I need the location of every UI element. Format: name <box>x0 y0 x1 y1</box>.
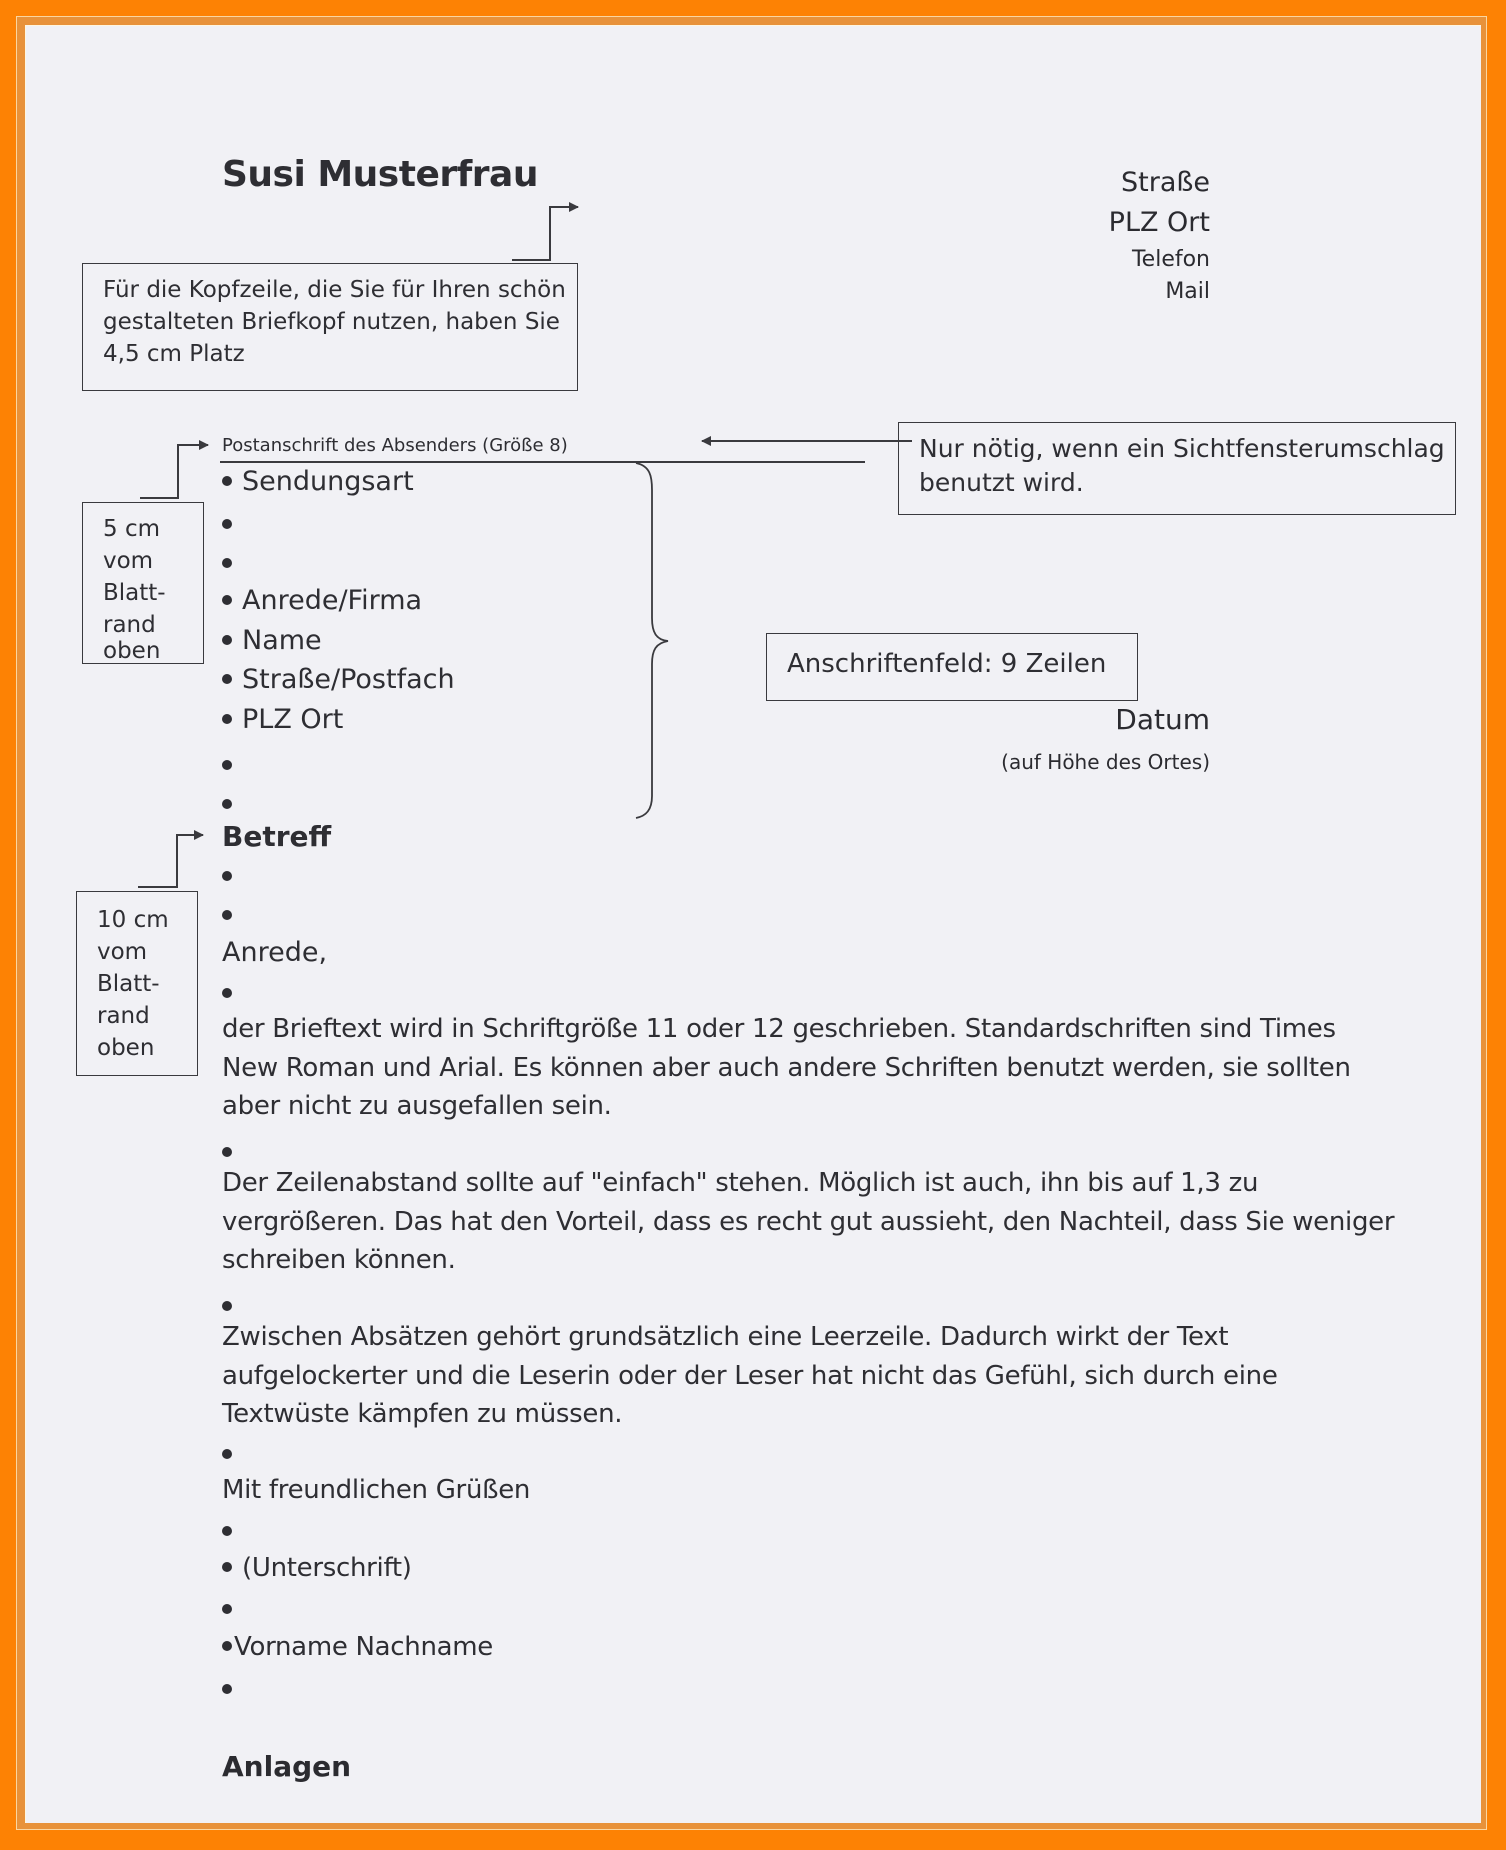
sender-street: Straße <box>1121 167 1210 198</box>
paragraph-line: aber nicht zu ausgefallen sein. <box>222 1091 612 1121</box>
ten-cm-line-5: oben <box>97 1035 155 1061</box>
kopfzeile-note-line-2: gestalteten Briefkopf nutzen, haben Sie <box>103 309 560 335</box>
ten-cm-line-3: Blatt- <box>97 971 160 997</box>
salutation: Anrede, <box>222 937 328 968</box>
five-cm-line-4: rand <box>103 612 156 638</box>
sender-postal-line-label: Postanschrift des Absenders (Größe 8) <box>222 435 568 456</box>
ten-cm-line-4: rand <box>97 1003 150 1029</box>
address-field-text: PLZ Ort <box>242 704 344 735</box>
date-note: (auf Höhe des Ortes) <box>1001 750 1210 774</box>
address-field-text: Sendungsart <box>242 466 414 497</box>
paragraph-line: New Roman und Arial. Es können aber auch andere Schriften benutzt werden, sie sollten <box>222 1052 1351 1083</box>
five-cm-arrow <box>140 445 208 498</box>
address-field-text: Name <box>242 625 322 656</box>
ten-cm-arrow <box>138 835 203 887</box>
kopfzeile-arrow <box>512 207 578 260</box>
five-cm-line-2: vom <box>103 548 154 574</box>
ten-cm-line-2: vom <box>97 939 148 965</box>
five-cm-line-3: Blatt- <box>103 580 166 606</box>
sender-phone: Telefon <box>1131 247 1210 272</box>
paragraph-line: Zwischen Absätzen gehört grundsätzlich eine Leerzeile. Dadurch wirkt der Text <box>222 1322 1229 1352</box>
date-label: Datum <box>1115 703 1210 736</box>
ten-cm-line-1: 10 cm <box>97 907 169 933</box>
paragraph-line: vergrößeren. Das hat den Vorteil, dass es recht gut aussieht, den Nachteil, dass Sie weniger <box>222 1206 1395 1237</box>
paragraph-line: Der Zeilenabstand sollte auf "einfach" stehen. Möglich ist auch, ihn bis auf 1,3 zu <box>222 1168 1259 1198</box>
paragraph-line: schreiben können. <box>222 1245 456 1275</box>
paragraph-line: der Brieftext wird in Schriftgröße 11 oder 12 geschrieben. Standardschriften sind Times <box>222 1014 1336 1044</box>
sender-name: Susi Musterfrau <box>222 154 538 195</box>
signature-placeholder: (Unterschrift) <box>242 1553 412 1583</box>
address-field-text: Straße/Postfach <box>242 664 455 695</box>
full-name: Vorname Nachname <box>234 1632 493 1662</box>
sender-mail: Mail <box>1165 279 1210 304</box>
anschriftenfeld-note: Anschriftenfeld: 9 Zeilen <box>787 649 1107 679</box>
five-cm-line-1: 5 cm <box>103 516 160 542</box>
address-brace <box>636 463 668 818</box>
kopfzeile-note-line-1: Für die Kopfzeile, die Sie für Ihren schön <box>103 277 566 303</box>
five-cm-line-5: oben <box>103 638 161 664</box>
paragraph-line: aufgelockerter und die Leserin oder der Leser hat nicht das Gefühl, sich durch eine <box>222 1360 1278 1391</box>
kopfzeile-note-line-3: 4,5 cm Platz <box>103 341 245 367</box>
paragraph-line: Textwüste kämpfen zu müssen. <box>222 1399 623 1429</box>
enclosures-label: Anlagen <box>222 1750 352 1783</box>
sender-city: PLZ Ort <box>1108 207 1210 238</box>
address-field-text: Anrede/Firma <box>242 585 423 616</box>
subject-line: Betreff <box>222 820 332 853</box>
sichtfenster-note-line-2: benutzt wird. <box>919 468 1084 497</box>
sichtfenster-note-line-1: Nur nötig, wenn ein Sichtfensterumschlag <box>919 434 1445 463</box>
closing-line: Mit freundlichen Grüßen <box>222 1475 531 1505</box>
